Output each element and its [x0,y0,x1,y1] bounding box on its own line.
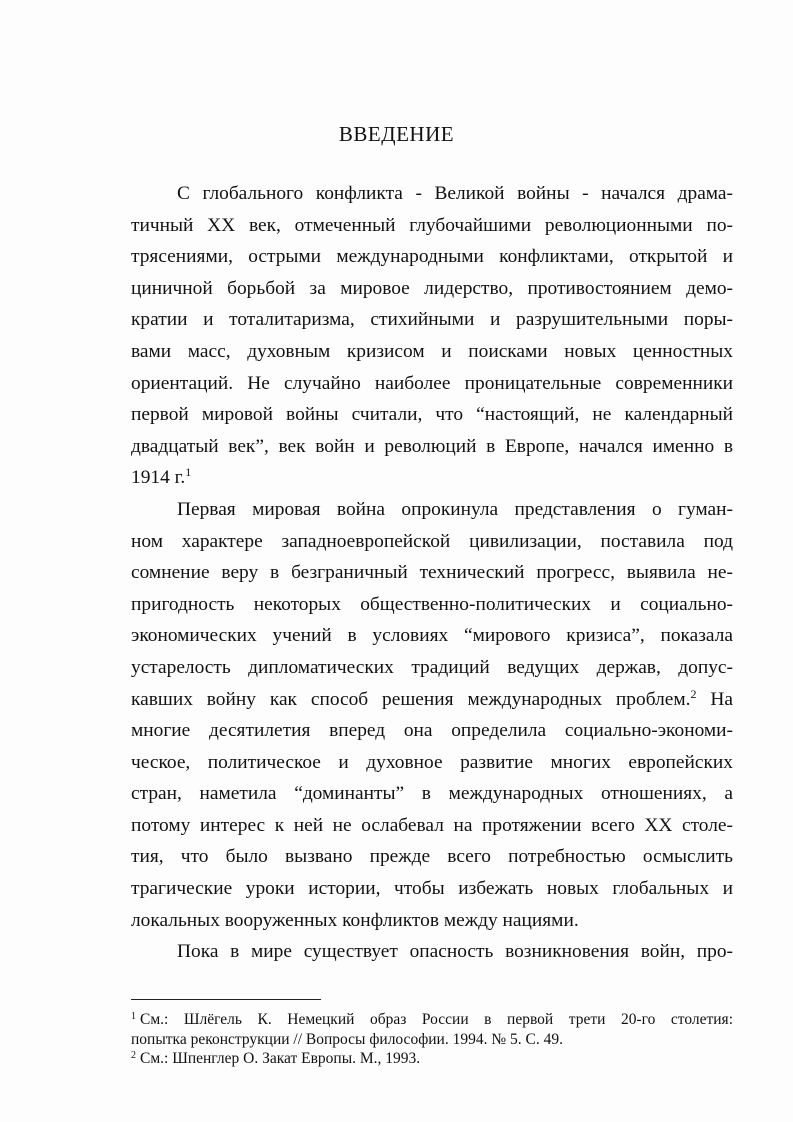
footnote-ref-1[interactable]: 1 [185,465,192,480]
paragraph-2-line: трагические уроки истории, чтобы избежать новых глобальных и [131,878,733,900]
paragraph-2-line: экономических учений в условиях “мирового кризиса”, показала [131,625,733,647]
body-text [131,178,733,968]
footnote-2-mark: 2 [131,1050,136,1061]
paragraph-2-line-tail: На [710,688,734,710]
paragraph-2-line: потому интерес к ней не ослабевал на протяжении всего XX столе- [131,814,733,836]
paragraph-2-line-text: кавших войну как способ решения международных проблем. [131,688,691,710]
paragraph-1-line: трясениями, острыми международными конфликтами, открытой и [131,246,733,268]
paragraph-2-line: многие десятилетия вперед она определила социально-экономи- [131,720,733,742]
paragraph-2-line: стран, наметила “доминанты” в международных отношениях, а [131,783,733,805]
footnote-2 [131,1049,733,1069]
paragraph-2-line: ческое, политическое и духовное развитие многих европейских [131,751,733,773]
paragraph-2-line: тия, что было вызвано прежде всего потребностью осмыслить [131,846,733,868]
paragraph-1-line: вами масс, духовным кризисом и поисками новых ценностных [131,340,733,362]
paragraph-1-line: кратии и тоталитаризма, стихийными и разрушительными поры- [131,309,733,331]
footnote-1-mark: 1 [131,1011,136,1022]
footnote-1 [131,1010,733,1030]
paragraph-1-line-text: 1914 г. [131,467,186,489]
paragraph-2-line: сомнение веру в безграничный технический прогресс, выявила не- [131,562,733,584]
paragraph-2-line: ном характере западноевропейской цивилизации, поставила под [131,530,733,552]
paragraph-1-last-line [131,462,733,494]
paragraph-2-line: устарелость дипломатических традиций ведущих держав, допус- [131,656,733,678]
paragraph-2-line: пригодность некоторых общественно-политических и социально- [131,593,733,615]
footnote-ref-2[interactable]: 2 [690,686,697,701]
paragraph-2-line-with-ref [131,684,733,716]
paragraph-1-line: циничной борьбой за мировое лидерство, противостоянием демо- [131,277,733,299]
footnote-2-text: См.: Шпенглер О. Закат Европы. М., 1993. [140,1050,421,1067]
footnote-1-text: См.: Шлёгель К. Немецкий образ России в первой трети 20-го столетия: [140,1011,733,1028]
paragraph-1-line: тичный XX век, отмеченный глубочайшими революционными по- [131,214,733,236]
paragraph-1-line: ориентаций. Не случайно наиболее проницательные современники [131,372,733,394]
paragraph-3-line: Пока в мире существует опасность возникновения войн, про- [177,941,733,963]
footnotes [131,1010,733,1069]
paragraph-2-line: Первая мировая война опрокинула представления о гуман- [177,498,733,520]
paragraph-1-line: первой мировой войны считали, что “настоящий, не календарный [131,404,733,426]
page-title: ВВЕДЕНИЕ [338,122,455,146]
paragraph-1-line: двадцатый век”, век войн и революций в Европе, начался именно в [131,435,733,457]
footnote-1-continuation: попытка реконструкции // Вопросы философии. 1994. № 5. С. 49. [131,1030,563,1048]
footnote-divider [131,999,321,1000]
paragraph-1-line: С глобального конфликта - Великой войны - начался драма- [177,183,733,204]
paragraph-2-line: локальных вооруженных конфликтов между нациями. [131,909,579,931]
